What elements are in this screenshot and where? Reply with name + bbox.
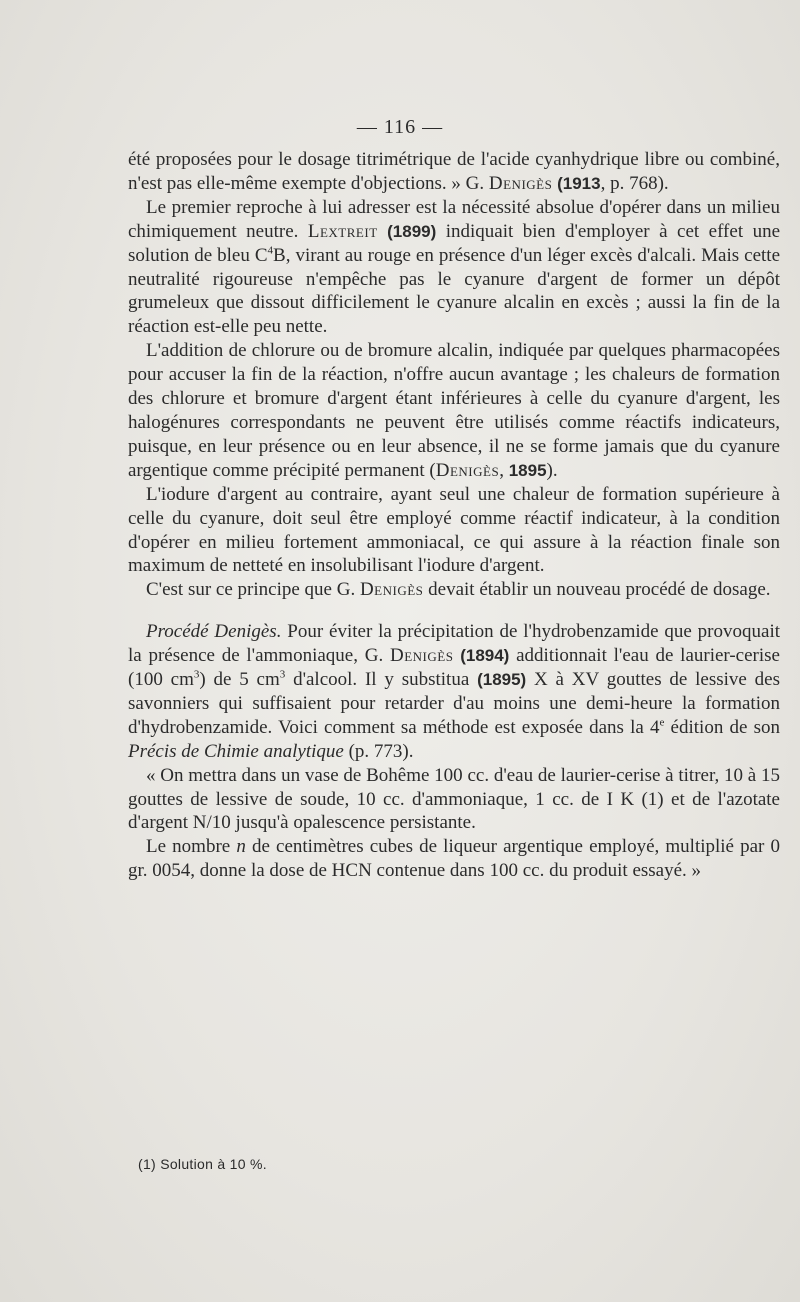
text-run: Le premier reproche à lui adresser est la nécessité absolue d'opérer dans un milieu chimiquement neutre. [128,196,780,242]
citation-year: (1899) [387,221,437,241]
text-run: X à XV gouttes de lessive des savonniers qui suffisaient pour retarder d'au moins une demi-heure la formation d'hydrobenzamide. Voici comment sa méthode est exposée dans la 4 [128,669,780,738]
text-run: (p. 773). [343,740,414,762]
citation-year: 1895 [508,460,547,480]
author-name: Denigès [359,579,424,601]
paragraph-2 [128,196,780,339]
superscript: 3 [279,668,286,681]
book-title: Précis de Chimie analytique [128,740,344,762]
text-run: C'est sur ce principe que G. [146,579,360,601]
author-name: Lextreit [307,220,378,242]
superscript: e [659,716,665,729]
text-run: , p. 768). [600,172,669,194]
section-title: Procédé Denigès. [146,621,282,643]
variable: n [236,836,246,858]
text-run: Pour éviter la précipitation de l'hydrobenzamide que provoquait la présence de l'ammoniaque, G. [128,621,781,667]
text-run: édition de son [664,716,780,738]
footnote: (1) Solution à 10 %. [138,1156,267,1172]
body-text [128,148,780,883]
text-run: devait établir un nouveau procédé de dosage. [423,579,771,601]
paragraph-1 [128,148,780,196]
text-run: B, virant au rouge en présence d'un léger excès d'alcali. Mais cette neutralité rigoureuse n'empêche pas le cyanure d'argent de former un dépôt grumeleux que dissout difficilement le cyanure alcalin en excès ; aussi la fin de la réaction est-elle peu nette. [128,244,780,338]
author-name: Denigès [488,172,553,194]
paragraph-4: L'iodure d'argent au contraire, ayant seul une chaleur de formation supérieure à celle du cyanure, doit seul être employé comme réactif indicateur, à la condition d'opérer en milieu fortement ammoniacal, ce qui assure à la réaction finale son maximum de netteté en insolubilisant l'iodure d'argent. [128,483,780,577]
paragraph-7: « On mettra dans un vase de Bohême 100 cc. d'eau de laurier-cerise à titrer, 10 à 15 gouttes de lessive de soude, 10 cc. d'ammoniaque, 1 cc. de I K (1) et de l'azotate d'argent N/10 jusqu'à opalescence persistante. [128,764,780,834]
text-run: ). [546,459,558,481]
superscript: 4 [267,244,274,257]
author-name: Denigès [389,645,454,667]
paragraph-3: L'addition de chlorure ou de bromure alcalin, indiquée par quelques pharmacopées pour accuser la fin de la réaction, n'offre aucun avantage ; les chaleurs de formation des chlorure et bromure d'argent étant inférieures à celle du cyanure d'argent, les halogénures correspondants ne peuvent être utilisés comme réactifs indicateurs, puisque, en leur présence ou en leur absence, il ne se forme jamais que du cyanure argentique comme précipité permanent (Denigès, 1895). [128,340,780,481]
citation-year: (1913 [557,173,601,193]
text-run: ) de 5 cm [199,669,280,691]
paragraph-8 [128,835,780,883]
superscript: 3 [193,668,200,681]
citation-year: (1894) [460,646,510,666]
paragraph-6 [128,620,780,763]
text-run: indiquait bien d'employer à cet effet une solution de bleu C [128,220,781,266]
text-run: L'addition de chlorure ou de bromure alcalin, indiquée par quelques pharmacopées pour accuser la fin de la réaction, n'offre aucun avantage ; les chaleurs de formation des chlorure et bromure d'argent étant inférieures à celle du cyanure d'argent, les halogénures correspondants ne peuvent être utilisés comme réactifs indicateurs, puisque, en leur présence ou en leur absence, il ne se forme jamais que du cyanure argentique comme précipité permanent ( [128,340,780,481]
text-run: Le nombre [146,836,237,858]
author-name: Denigès [435,459,500,481]
page-number: — 116 — [356,116,444,138]
text-run: été proposées pour le dosage titrimétrique de l'acide cyanhydrique libre ou combiné, n'est pas elle-même exempte d'objections. » G. [128,149,780,194]
citation-year: (1895) [477,670,527,690]
paragraph-5 [128,578,780,602]
text-run: additionnait l'eau de laurier-cerise (100 cm [128,645,780,691]
text-run: de centimètres cubes de liqueur argentique employé, multiplié par 0 gr. 0054, donne la dose de HCN contenue dans 100 cc. du produit essayé. » [128,836,781,882]
text-run: d'alcool. Il y substitua [285,669,478,691]
